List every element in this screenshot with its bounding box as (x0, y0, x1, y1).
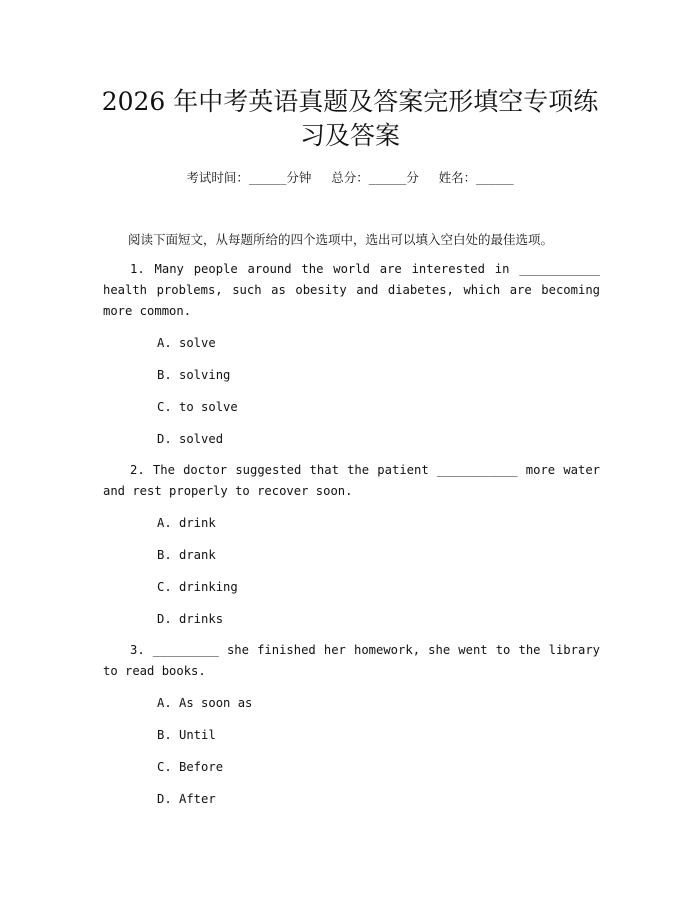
question-number: 1. (130, 262, 145, 276)
question-text: The doctor suggested that the patient ___________ more water and rest properly to recover soon. (103, 463, 601, 498)
question-text: Many people around the world are interested in ___________ health problems, such as obesity and diabetes, which are becoming more common. (103, 262, 600, 318)
instructions: 阅读下面短文，从每题所给的四个选项中，选出可以填入空白处的最佳选项。 (128, 232, 554, 247)
question-1 (103, 259, 600, 322)
option-d: D. After (157, 792, 216, 806)
option-d: D. drinks (157, 612, 224, 626)
option-c: C. to solve (157, 400, 238, 414)
option-d: D. solved (157, 432, 224, 446)
option-b: B. solving (157, 368, 231, 382)
question-3 (103, 640, 600, 682)
option-a: A. drink (157, 516, 216, 530)
question-number: 2. (130, 463, 145, 477)
option-c: C. Before (157, 760, 224, 774)
option-b: B. Until (157, 728, 216, 742)
page-title-line-1: 2026 年中考英语真题及答案完形填空专项练 (101, 87, 599, 116)
question-2 (103, 460, 600, 502)
option-c: C. drinking (157, 580, 238, 594)
exam-info-line: 考试时间：______分钟 总分：______分 姓名：______ (186, 170, 514, 185)
question-text: _________ she finished her homework, she went to the library to read books. (103, 643, 600, 678)
page-title-line-2: 习及答案 (299, 121, 400, 150)
question-number: 3. (130, 643, 145, 657)
option-a: A. solve (157, 336, 216, 350)
option-b: B. drank (157, 548, 216, 562)
option-a: A. As soon as (157, 696, 253, 710)
